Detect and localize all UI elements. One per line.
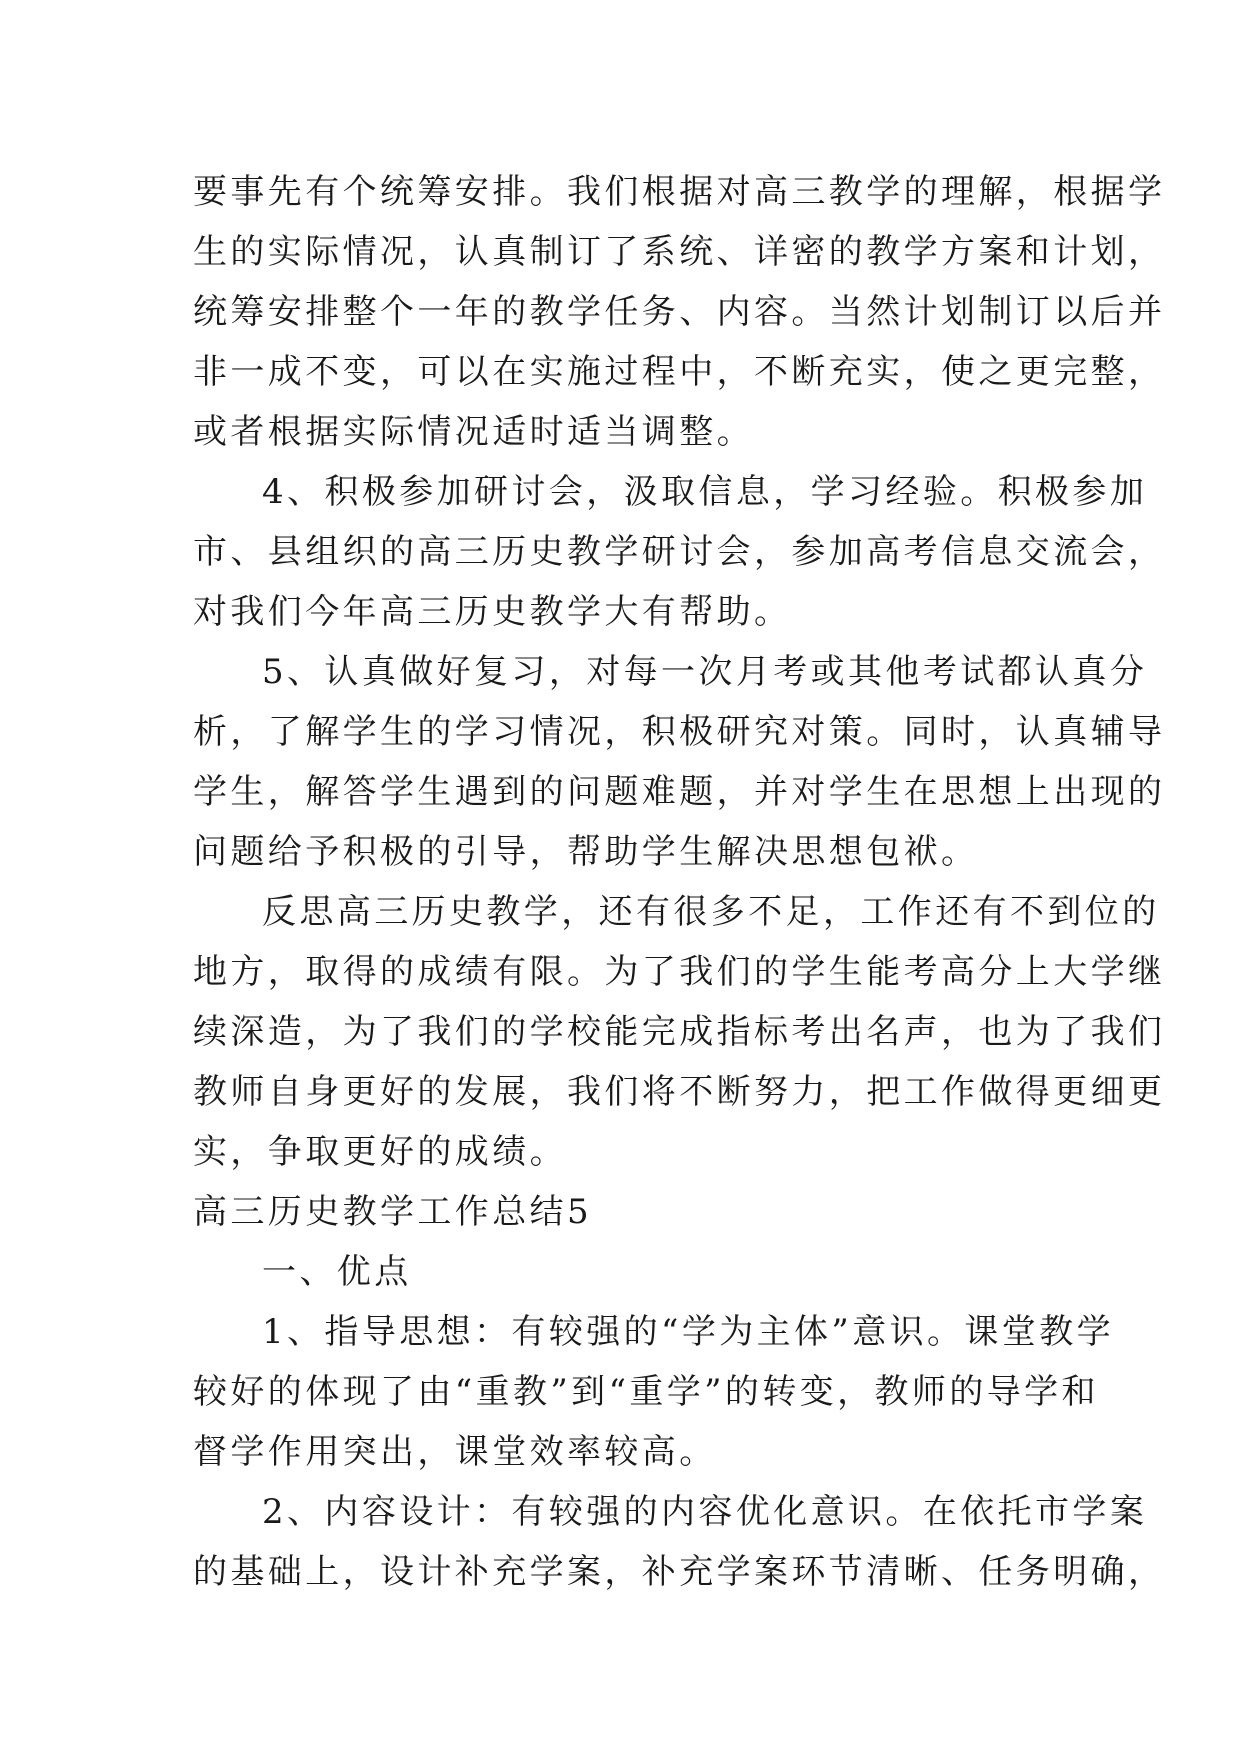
body-text-line: 析，了解学生的学习情况，积极研究对策。同时，认真辅导 (193, 712, 1166, 752)
section-heading: 高三历史教学工作总结5 (193, 1192, 593, 1232)
body-text-line: 生的实际情况，认真制订了系统、详密的教学方案和计划， (193, 232, 1166, 272)
paragraph-start-line: 5、认真做好复习，对每一次月考或其他考试都认真分 (262, 652, 1148, 692)
subheading: 一、优点 (262, 1252, 412, 1292)
body-text-line: 或者根据实际情况适时适当调整。 (193, 412, 754, 452)
body-text-line: 督学作用突出，课堂效率较高。 (193, 1432, 717, 1472)
body-text-line: 较好的体现了由“重教”到“重学”的转变，教师的导学和 (193, 1372, 1099, 1412)
body-text-line: 续深造，为了我们的学校能完成指标考出名声，也为了我们 (193, 1012, 1166, 1052)
body-text-line: 要事先有个统筹安排。我们根据对高三教学的理解，根据学 (193, 172, 1166, 212)
paragraph-start-line: 4、积极参加研讨会，汲取信息，学习经验。积极参加 (262, 472, 1148, 512)
paragraph-start-line: 反思高三历史教学，还有很多不足，工作还有不到位的 (262, 892, 1160, 932)
body-text-line: 教师自身更好的发展，我们将不断努力，把工作做得更细更 (193, 1072, 1166, 1112)
body-text-line: 市、县组织的高三历史教学研讨会，参加高考信息交流会， (193, 532, 1166, 572)
body-text-line: 实，争取更好的成绩。 (193, 1132, 567, 1172)
body-text-line: 对我们今年高三历史教学大有帮助。 (193, 592, 792, 632)
body-text-line: 的基础上，设计补充学案，补充学案环节清晰、任务明确， (193, 1552, 1166, 1592)
body-text-line: 非一成不变，可以在实施过程中，不断充实，使之更完整， (193, 352, 1166, 392)
body-text-line: 地方，取得的成绩有限。为了我们的学生能考高分上大学继 (193, 952, 1166, 992)
body-text-line: 统筹安排整个一年的教学任务、内容。当然计划制订以后并 (193, 292, 1166, 332)
body-text-line: 学生，解答学生遇到的问题难题，并对学生在思想上出现的 (193, 772, 1166, 812)
body-text-line: 问题给予积极的引导，帮助学生解决思想包袱。 (193, 832, 979, 872)
paragraph-start-line: 2、内容设计：有较强的内容优化意识。在依托市学案 (262, 1492, 1148, 1532)
paragraph-start-line: 1、指导思想：有较强的“学为主体”意识。课堂教学 (262, 1312, 1114, 1352)
